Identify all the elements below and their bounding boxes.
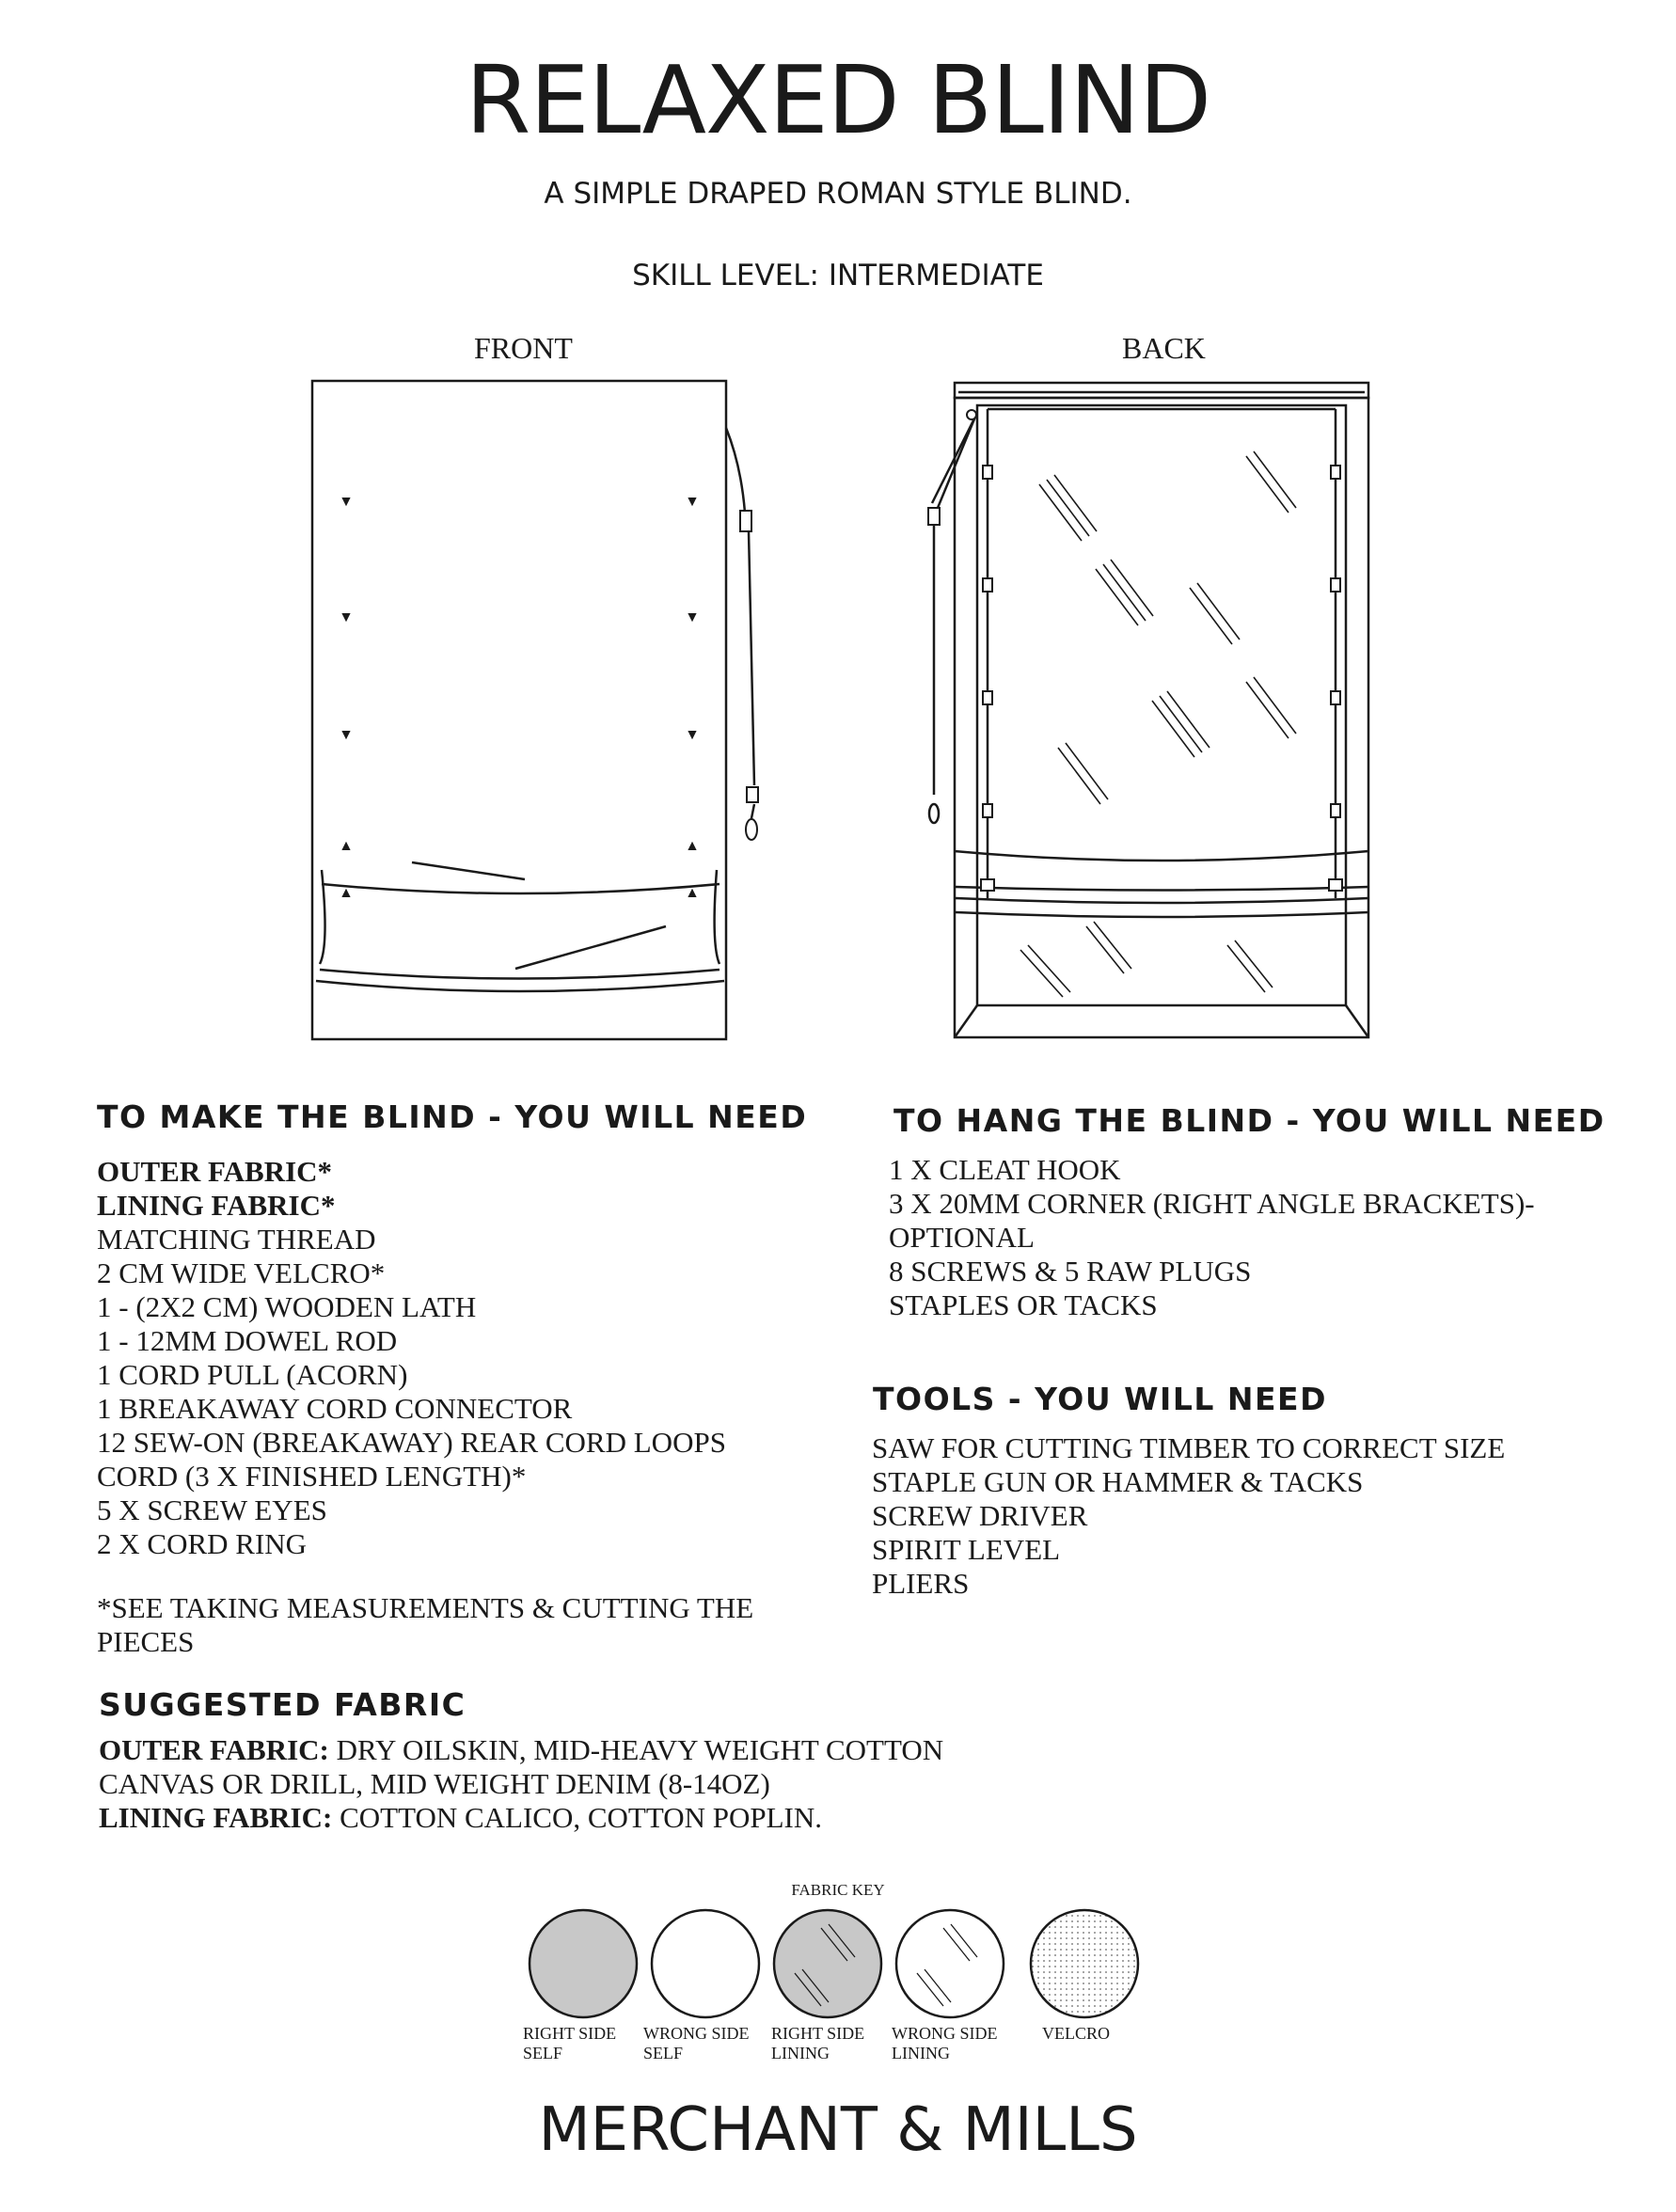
- make-item: 1 BREAKAWAY CORD CONNECTOR: [97, 1392, 573, 1425]
- fabric-key-label: VELCRO: [1042, 2024, 1110, 2043]
- hang-list: [889, 1153, 1535, 1322]
- fabric-key-label: RIGHT SIDE LINING: [771, 2024, 865, 2062]
- page-subtitle: A SIMPLE DRAPED ROMAN STYLE BLIND.: [544, 177, 1132, 211]
- velcro-swatch: [1031, 1910, 1138, 2017]
- front-view-label: FRONT: [474, 331, 573, 365]
- make-item: 5 X SCREW EYES: [97, 1493, 327, 1526]
- hang-heading: TO HANG THE BLIND - YOU WILL NEED: [893, 1102, 1605, 1139]
- make-item: 2 X CORD RING: [97, 1527, 308, 1560]
- fabric-key-label: RIGHT SIDE SELF: [523, 2024, 617, 2062]
- hang-item: 1 X CLEAT HOOK: [889, 1153, 1121, 1186]
- tools-item: SPIRIT LEVEL: [872, 1533, 1061, 1566]
- tools-item: PLIERS: [872, 1567, 970, 1600]
- page-title: RELAXED BLIND: [465, 45, 1211, 155]
- back-view-label: BACK: [1122, 331, 1206, 365]
- fabric-key-title: FABRIC KEY: [791, 1881, 885, 1899]
- make-item: 12 SEW-ON (BREAKAWAY) REAR CORD LOOPS: [97, 1426, 726, 1459]
- tools-item: SAW FOR CUTTING TIMBER TO CORRECT SIZE: [872, 1431, 1506, 1464]
- make-item: OUTER FABRIC*: [97, 1155, 333, 1188]
- outer-fabric-value-cont: CANVAS OR DRILL, MID WEIGHT DENIM (8-14OZ): [99, 1767, 770, 1800]
- make-item: 1 CORD PULL (ACORN): [97, 1358, 408, 1391]
- make-item: CORD (3 X FINISHED LENGTH)*: [97, 1460, 527, 1493]
- right-side-self-swatch: [530, 1910, 637, 2017]
- tools-list: [872, 1431, 1505, 1601]
- skill-level: SKILL LEVEL: INTERMEDIATE: [632, 259, 1044, 292]
- tools-heading: TOOLS - YOU WILL NEED: [873, 1381, 1327, 1417]
- tools-item: STAPLE GUN OR HAMMER & TACKS: [872, 1465, 1364, 1498]
- hang-item: 8 SCREWS & 5 RAW PLUGS: [889, 1255, 1252, 1288]
- make-item: LINING FABRIC*: [97, 1189, 336, 1222]
- hang-item: OPTIONAL: [889, 1221, 1035, 1254]
- fabric-key-label: WRONG SIDE LINING: [892, 2024, 998, 2062]
- hang-item: 3 X 20MM CORNER (RIGHT ANGLE BRACKETS)-: [889, 1187, 1535, 1220]
- wrong-side-self-swatch: [652, 1910, 759, 2017]
- hang-item: STAPLES OR TACKS: [889, 1288, 1158, 1321]
- make-item: 1 - (2X2 CM) WOODEN LATH: [97, 1290, 477, 1323]
- outer-fabric-value: DRY OILSKIN, MID-HEAVY WEIGHT COTTON: [328, 1733, 944, 1766]
- fabric-key-swatches: [522, 1907, 1143, 2022]
- back-view-illustration: [917, 371, 1387, 1049]
- make-item: MATCHING THREAD: [97, 1223, 376, 1256]
- outer-fabric-label: OUTER FABRIC:: [99, 1733, 329, 1766]
- tools-item: SCREW DRIVER: [872, 1499, 1088, 1532]
- brand-name: MERCHANT & MILLS: [538, 2095, 1138, 2165]
- lining-fabric-value: COTTON CALICO, COTTON POPLIN.: [332, 1801, 823, 1834]
- front-view-illustration: [301, 371, 790, 1049]
- measurement-note: *SEE TAKING MEASUREMENTS & CUTTING THE PIECES: [97, 1591, 754, 1658]
- lining-fabric-label: LINING FABRIC:: [99, 1801, 333, 1834]
- fabric-heading: SUGGESTED FABRIC: [99, 1686, 466, 1723]
- fabric-suggestions: [99, 1733, 943, 1835]
- fabric-key-label: WRONG SIDE SELF: [643, 2024, 750, 2062]
- make-heading: TO MAKE THE BLIND - YOU WILL NEED: [97, 1098, 808, 1135]
- make-item: 2 CM WIDE VELCRO*: [97, 1256, 386, 1289]
- make-list: [97, 1155, 726, 1561]
- make-item: 1 - 12MM DOWEL ROD: [97, 1324, 398, 1357]
